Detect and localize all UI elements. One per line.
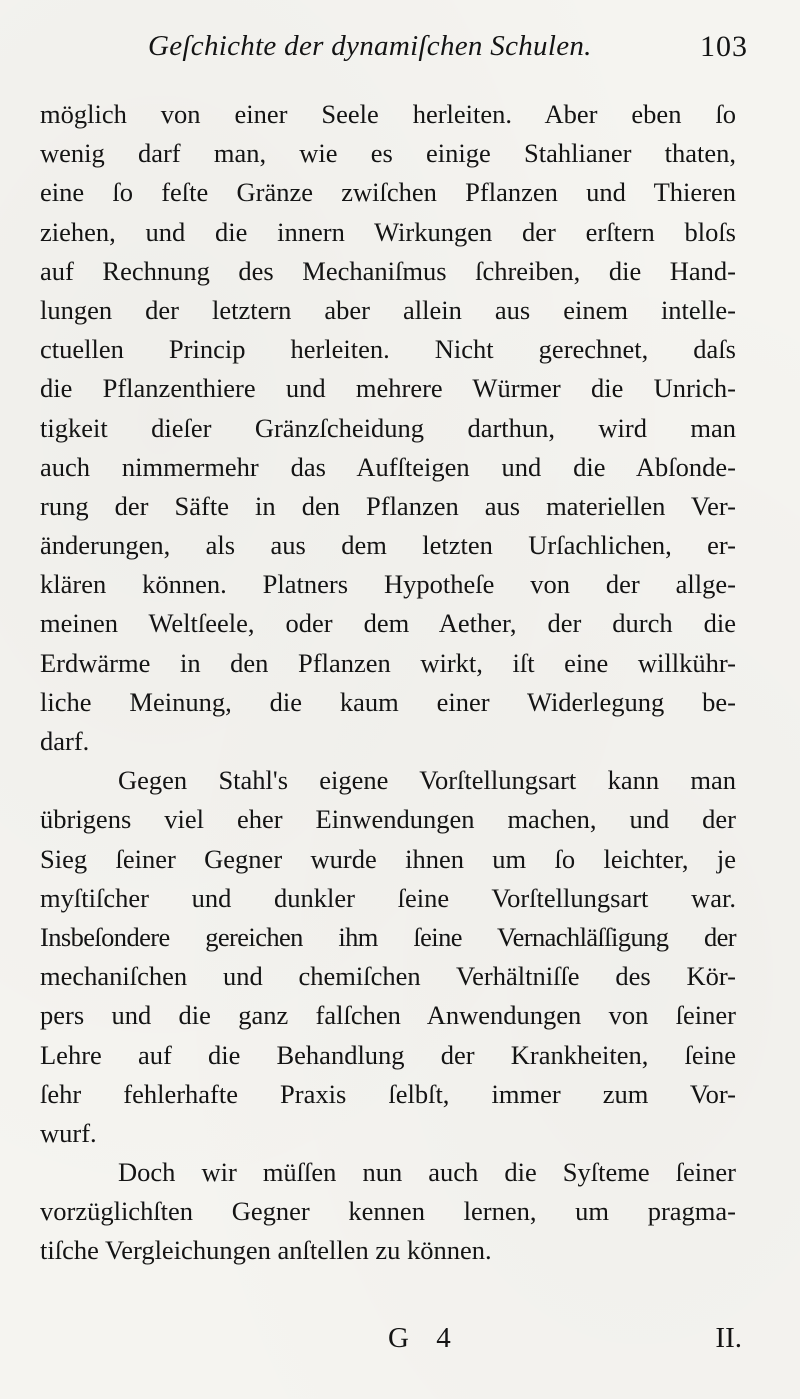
text-line: eine ſo feſte Gränze zwiſchen Pflanzen und Thieren: [40, 177, 736, 208]
running-title: Geſchichte der dynamiſchen Schulen.: [148, 30, 592, 62]
text-line: Gegen Stahl's eigene Vorſtellungsart kann man: [118, 765, 736, 796]
text-line: wenig darf man, wie es einige Stahlianer thaten,: [40, 138, 736, 169]
text-line: auch nimmermehr das Aufſteigen und die Abſonde-: [40, 451, 736, 482]
text-line: klären können. Platners Hypotheſe von der allge-: [40, 569, 736, 600]
text-line: ſehr fehlerhafte Praxis ſelbſt, immer zum Vor-: [40, 1078, 736, 1109]
text-line: lungen der letztern aber allein aus einem intelle-: [40, 294, 736, 325]
paragraph-1: [40, 95, 736, 761]
page-number: 103: [700, 30, 748, 63]
text-line: myſtiſcher und dunkler ſeine Vorſtellungsart war.: [40, 882, 736, 913]
text-line: Lehre auf die Behandlung der Krankheiten, ſeine: [40, 1039, 736, 1070]
text-line: Erdwärme in den Pflanzen wirkt, iſt eine willkühr-: [40, 647, 736, 678]
text-line: tigkeit dieſer Gränzſcheidung darthun, wird man: [40, 412, 736, 443]
text-line: auf Rechnung des Mechaniſmus ſchreiben, die Hand-: [40, 255, 736, 286]
text-line: mechaniſchen und chemiſchen Verhältniſſe des Kör-: [40, 961, 736, 992]
text-line: rung der Säfte in den Pflanzen aus materiellen Ver-: [40, 490, 736, 521]
paragraph-2: [40, 761, 736, 1153]
body-text: [40, 95, 736, 1271]
paragraph-3: [40, 1153, 736, 1271]
text-line: möglich von einer Seele herleiten. Aber eben ſo: [40, 99, 736, 129]
text-line: wurf.: [40, 1117, 97, 1148]
text-line: vorzüglichſten Gegner kennen lernen, um pragma-: [40, 1196, 736, 1227]
catchword: II.: [715, 1322, 742, 1354]
page-header: [40, 30, 748, 70]
text-line: Insbeſondere gereichen ihm ſeine Vernachläſſigung der: [40, 921, 736, 952]
text-line: liche Meinung, die kaum einer Widerlegung be-: [40, 686, 736, 717]
text-line: Doch wir müſſen nun auch die Syſteme ſeiner: [118, 1157, 736, 1188]
page-footer: [40, 1322, 740, 1362]
signature-mark: G 4: [388, 1322, 461, 1354]
text-line: änderungen, als aus dem letzten Urſachlichen, er-: [40, 530, 736, 561]
text-line: die Pflanzenthiere und mehrere Würmer die Unrich-: [40, 373, 736, 404]
text-line: Sieg ſeiner Gegner wurde ihnen um ſo leichter, je: [40, 843, 736, 874]
text-line: ziehen, und die innern Wirkungen der erſtern bloſs: [40, 216, 736, 247]
text-line: tiſche Vergleichungen anſtellen zu können.: [40, 1235, 492, 1266]
text-line: meinen Weltſeele, oder dem Aether, der durch die: [40, 608, 736, 639]
text-line: darf.: [40, 726, 90, 756]
text-line: pers und die ganz falſchen Anwendungen von ſeiner: [40, 1000, 736, 1031]
text-line: übrigens viel eher Einwendungen machen, und der: [40, 804, 736, 835]
text-line: ctuellen Princip herleiten. Nicht gerechnet, daſs: [40, 334, 736, 365]
